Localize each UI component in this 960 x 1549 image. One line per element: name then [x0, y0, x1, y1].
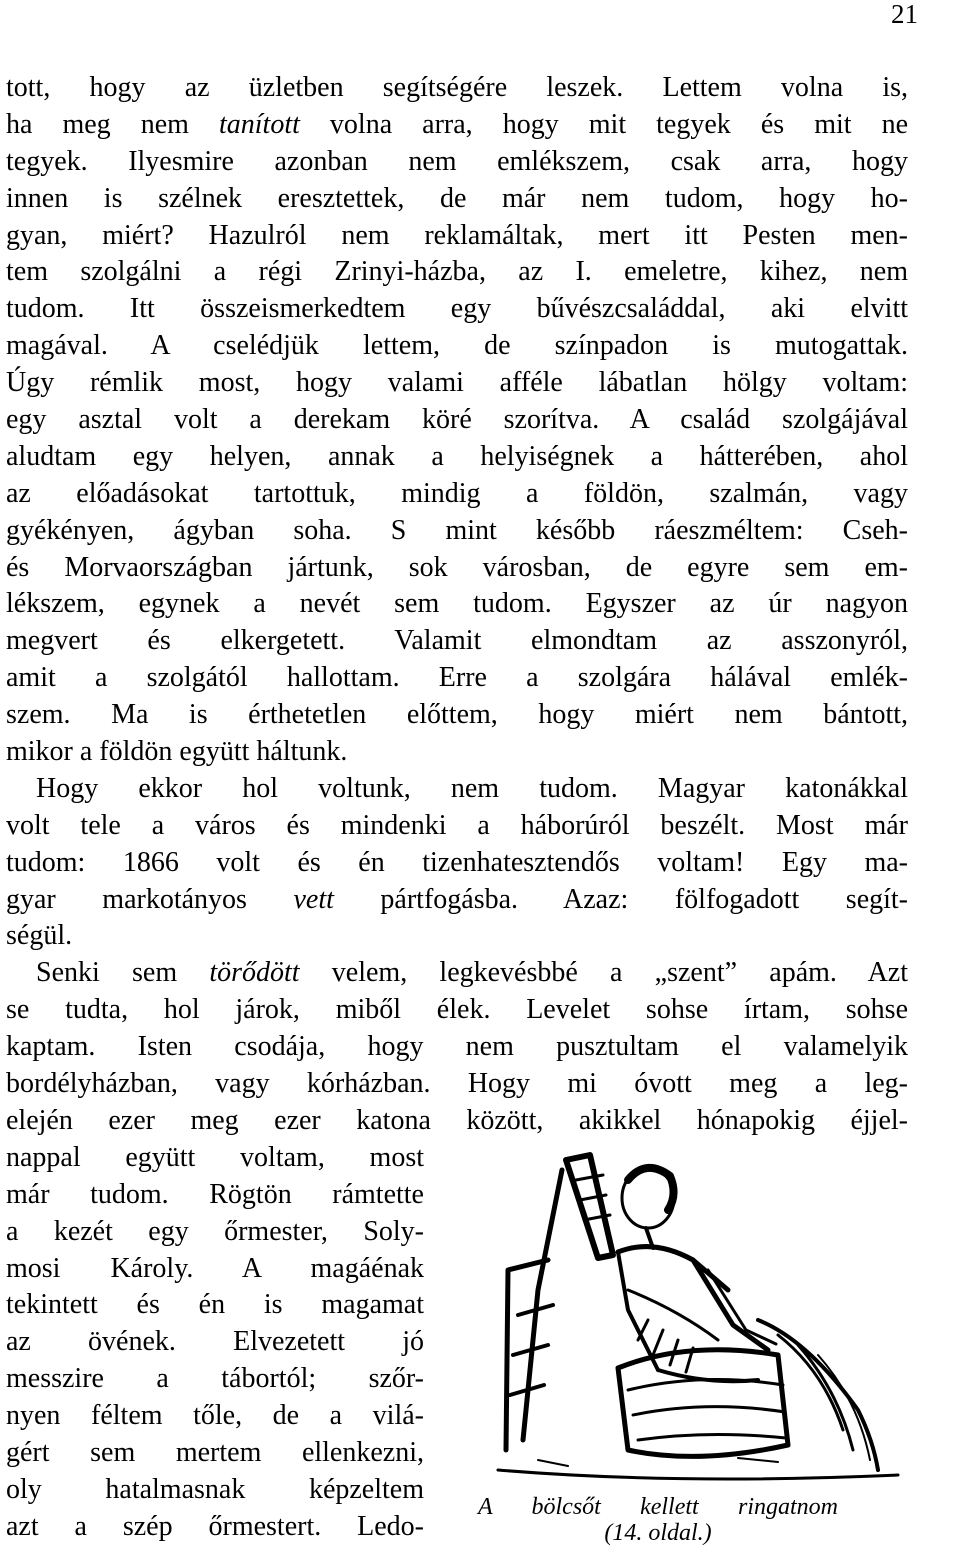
text-run: messzire a tábortól; szőr- [6, 1363, 424, 1395]
text-line [6, 992, 908, 1029]
italic-text: törődött [209, 957, 300, 989]
text-run: amit a szolgától hallottam. Erre a szolgára hálával emlék- [6, 662, 908, 694]
text-line [6, 1140, 424, 1177]
text-line [6, 697, 908, 734]
text-run: kaptam. Isten csodája, hogy nem pusztultam el valamelyik [6, 1031, 908, 1063]
text-line [6, 144, 908, 181]
caption-line-2: (14. oldal.) [604, 1520, 712, 1546]
text-run: mosi Károly. A magáénak [6, 1252, 424, 1284]
text-line [6, 365, 908, 402]
text-line [6, 623, 908, 660]
text-run: tekintett és én is magamat [6, 1289, 424, 1321]
text-line [6, 402, 908, 439]
text-line [6, 291, 908, 328]
floor-line [498, 1470, 898, 1479]
text-run: Hogy ekkor hol voltunk, nem tudom. Magyar katonákkal [36, 772, 908, 804]
text-run: a kezét egy őrmester, Soly- [6, 1215, 424, 1247]
text-run: Úgy rémlik most, hogy valami afféle lábatlan hölgy voltam: [6, 367, 908, 399]
chair-back [566, 1155, 613, 1258]
text-run: gért sem mertem ellenkezni, [6, 1436, 424, 1468]
text-run: szem. Ma is érthetetlen előttem, hogy miért nem bántott, [6, 699, 908, 731]
text-run: aludtam egy helyen, annak a helyiségnek a hátterében, ahol [6, 440, 908, 472]
text-run: az övének. Elvezetett jó [6, 1326, 424, 1358]
text-line [6, 734, 908, 771]
text-run: gyékényen, ágyban soha. S mint később ráeszméltem: Cseh- [6, 514, 908, 546]
text-line [6, 513, 908, 550]
page-number: 21 [891, 0, 918, 29]
text-run: volna arra, hogy mit tegyek és mit ne [299, 108, 909, 140]
text-line [6, 70, 908, 107]
text-line [6, 771, 908, 808]
text-line [6, 918, 908, 955]
figure-caption [478, 1494, 838, 1546]
illustration-woman-rocking-cradle [478, 1140, 918, 1495]
text-run: magával. A cselédjük lettem, de színpadon is mutogattak. [6, 330, 908, 362]
text-line [6, 1029, 908, 1066]
text-line [6, 1177, 424, 1214]
text-run: és Morvaországban jártunk, sok városban, de egyre sem em- [6, 551, 908, 583]
text-line [6, 1324, 424, 1361]
text-line [6, 476, 908, 513]
caption-line-1: A bölcsőt kellett ringatnom [478, 1494, 838, 1520]
text-run: gyan, miért? Hazulról nem reklamáltak, mert itt Pesten men- [6, 219, 908, 251]
text-line [6, 1251, 424, 1288]
text-line [6, 1361, 424, 1398]
text-run: velem, legkevésbbé a „szent” apám. Azt [299, 957, 908, 989]
text-run: tegyek. Ilyesmire azonban nem emlékszem, csak arra, hogy [6, 145, 908, 177]
text-line [6, 808, 908, 845]
text-run: bordélyházban, vagy kórházban. Hogy mi óvott meg a leg- [6, 1068, 908, 1100]
text-run: nyen féltem tőle, de a vilá- [6, 1400, 424, 1432]
text-run: lékszem, egynek a nevét sem tudom. Egyszer az úr nagyon [6, 588, 908, 620]
text-line [6, 1435, 424, 1472]
text-line [6, 328, 908, 365]
text-line [6, 1509, 424, 1546]
text-line [6, 1103, 908, 1140]
text-run: Senki sem [36, 957, 210, 989]
text-run: mikor a földön együtt háltunk. [6, 736, 348, 768]
text-run: innen is szélnek eresztettek, de már nem tudom, hogy ho- [6, 182, 908, 214]
text-run: oly hatalmasnak képzeltem [6, 1473, 424, 1505]
text-line [6, 845, 908, 882]
text-line [6, 1287, 424, 1324]
text-run: tudom: 1866 volt és én tizenhatesztendős voltam! Egy ma- [6, 846, 908, 878]
text-run: már tudom. Rögtön rámtette [6, 1178, 424, 1210]
text-run: elején ezer meg ezer katona között, akikkel hónapokig éjjel- [6, 1104, 908, 1136]
text-line [6, 1398, 424, 1435]
text-line [6, 218, 908, 255]
text-line [6, 955, 908, 992]
text-line [6, 254, 908, 291]
text-run: volt tele a város és mindenki a háborúról beszélt. Most már [6, 809, 908, 841]
text-run: ha meg nem [6, 108, 219, 140]
text-run: tott, hogy az üzletben segítségére leszek. Lettem volna is, [6, 72, 908, 103]
text-run: megvert és elkergetett. Valamit elmondtam az asszonyról, [6, 625, 908, 657]
italic-text: vett [293, 883, 334, 915]
text-line [6, 107, 908, 144]
italic-text: tanított [218, 108, 300, 140]
text-run: se tudta, hol járok, miből élek. Levelet sohse írtam, sohse [6, 994, 908, 1026]
text-line [6, 439, 908, 476]
text-line [6, 660, 908, 697]
text-line [6, 586, 908, 623]
text-run: az előadásokat tartottuk, mindig a földön, szalmán, vagy [6, 477, 908, 509]
text-line [6, 181, 908, 218]
text-run: nappal együtt voltam, most [6, 1141, 424, 1173]
text-run: tudom. Itt összeismerkedtem egy bűvészcsaláddal, aki elvitt [6, 293, 908, 325]
text-line [6, 550, 908, 587]
text-run: gyar markotányos [6, 883, 294, 915]
text-run: egy asztal volt a derekam köré szorítva. A család szolgájával [6, 404, 908, 436]
text-line [6, 1066, 908, 1103]
text-run: tem szolgálni a régi Zrinyi-házba, az I. emeletre, kihez, nem [6, 256, 908, 288]
text-run: azt a szép őrmestert. Ledo- [6, 1510, 424, 1542]
text-line [6, 1214, 424, 1251]
text-line [6, 1472, 424, 1509]
text-run: ségül. [6, 920, 73, 952]
text-line [6, 882, 908, 919]
text-run: pártfogásba. Azaz: fölfogadott segít- [333, 883, 909, 915]
